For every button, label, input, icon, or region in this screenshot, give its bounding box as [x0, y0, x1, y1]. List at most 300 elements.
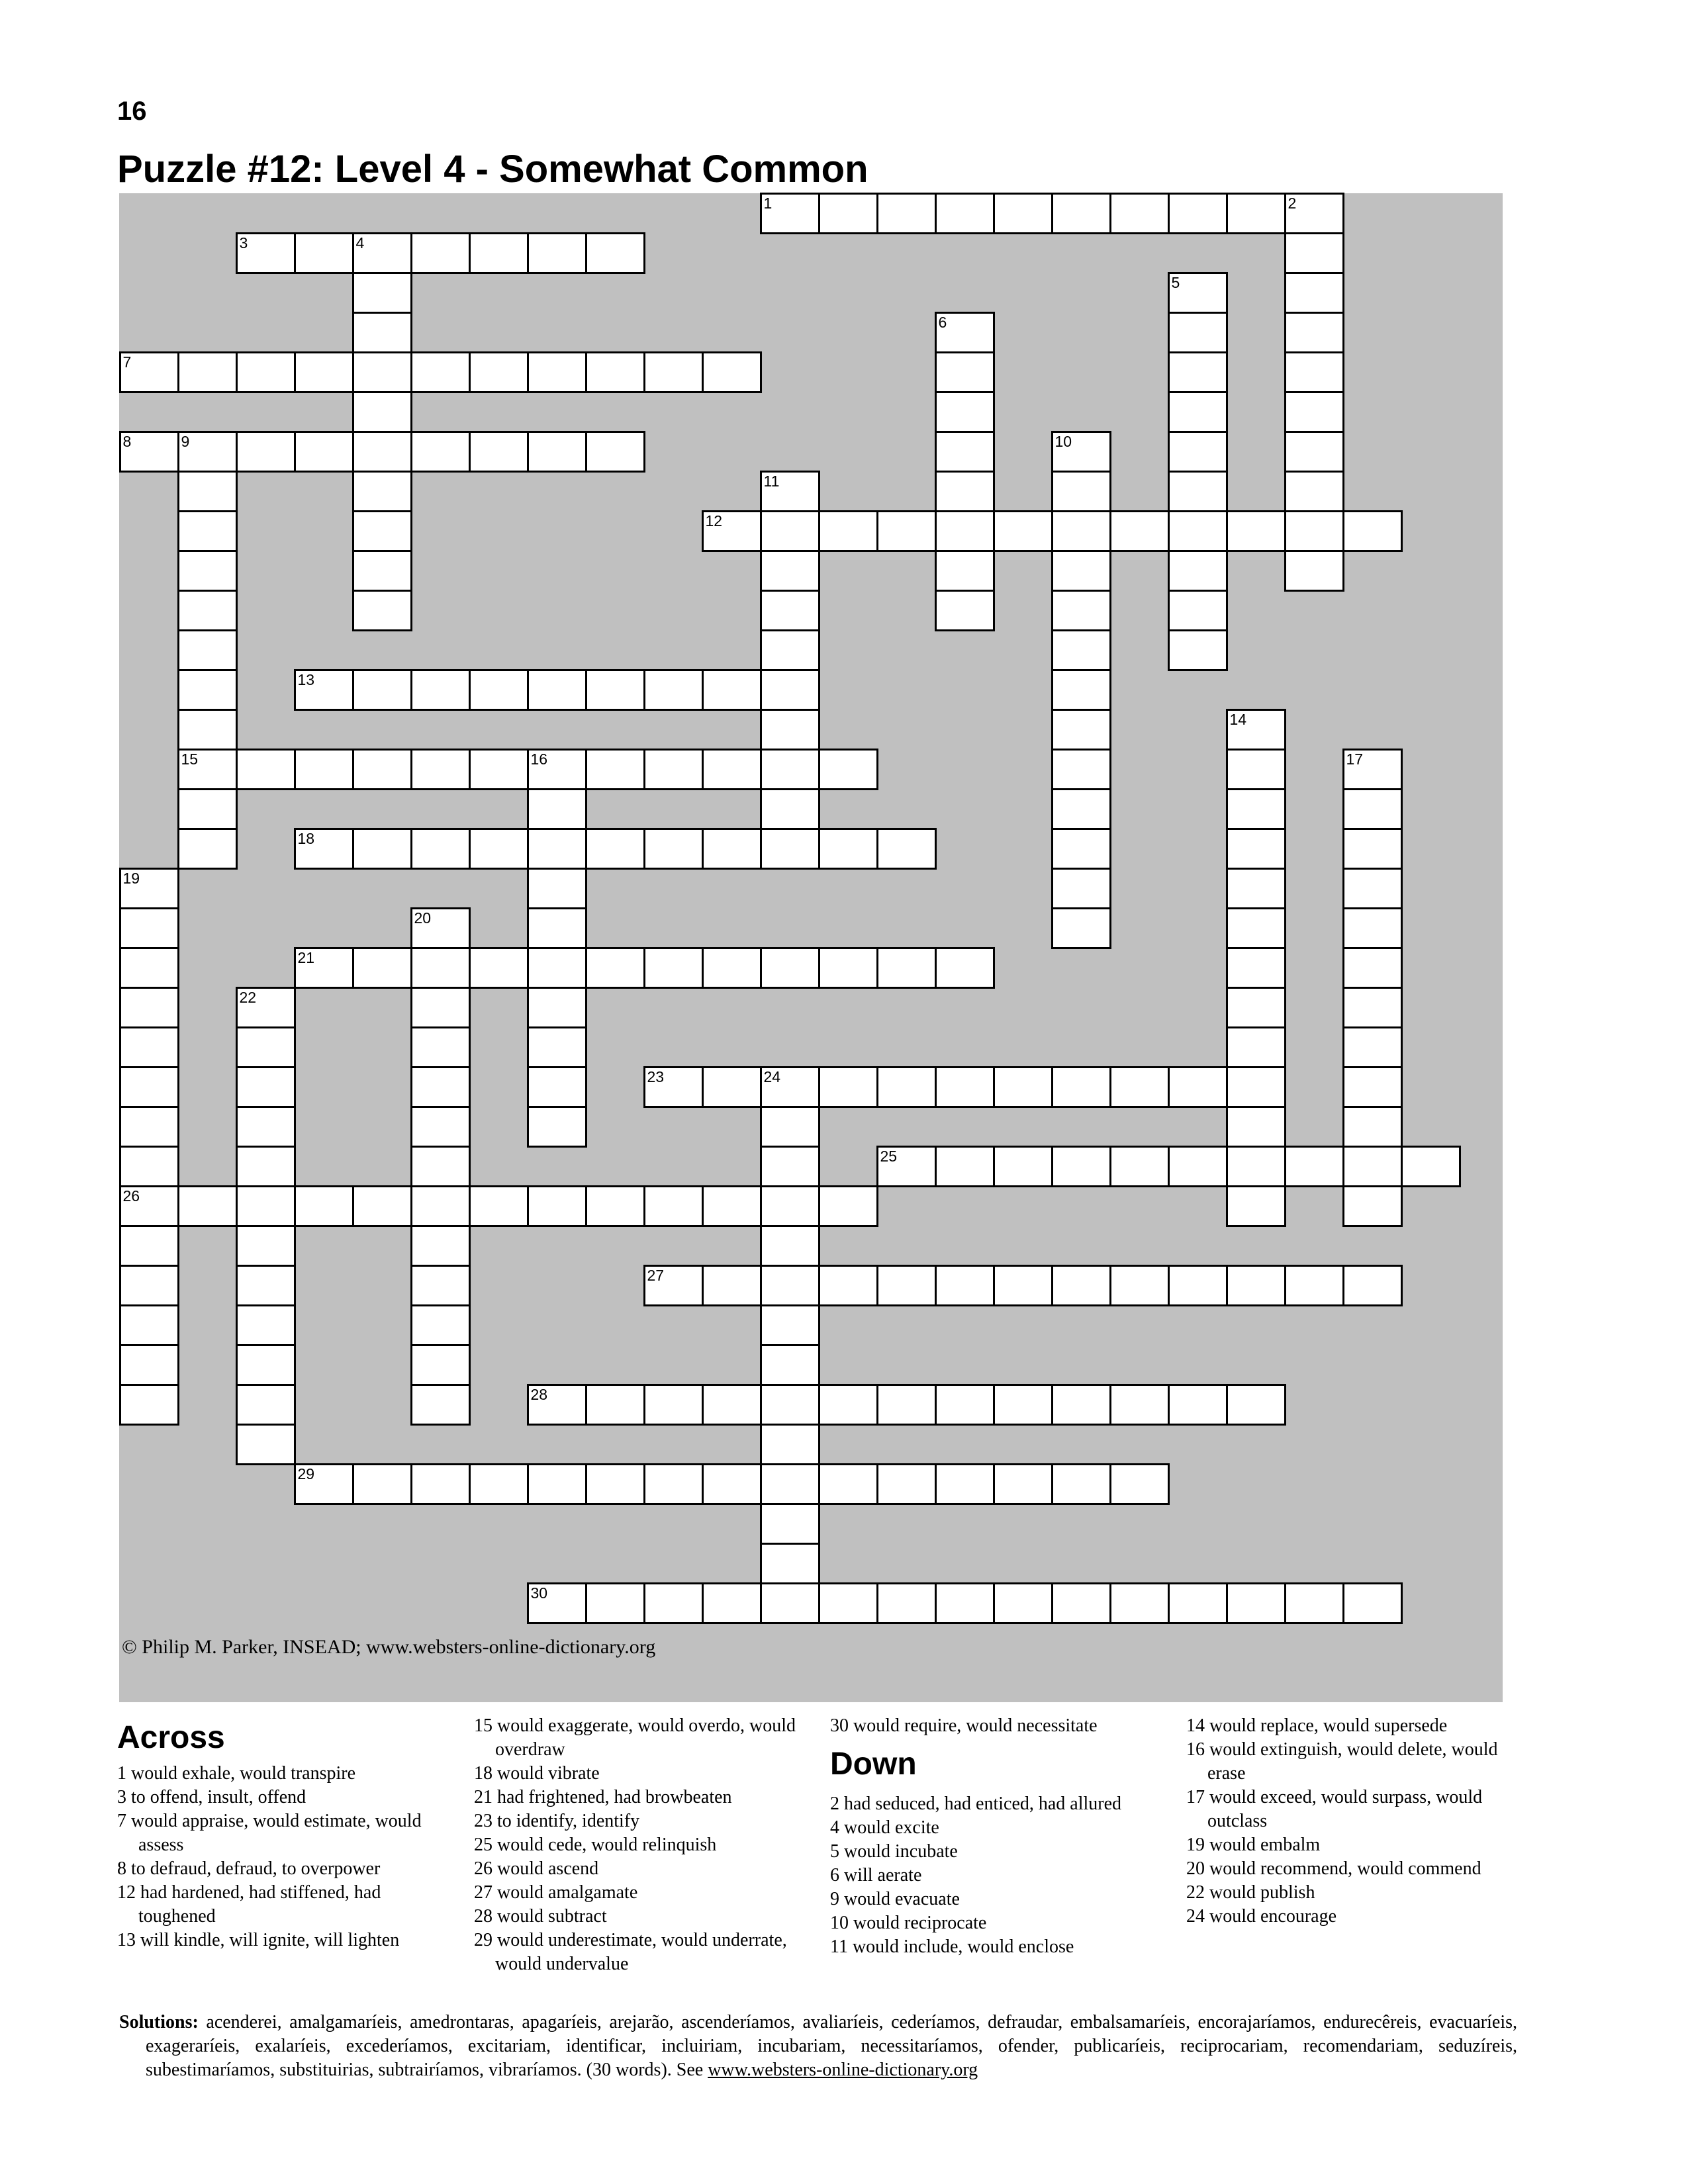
grid-cell[interactable]: [818, 1384, 878, 1426]
grid-cell[interactable]: [410, 947, 471, 989]
grid-cell[interactable]: [1342, 1066, 1403, 1108]
grid-cell[interactable]: [236, 1066, 296, 1108]
grid-cell[interactable]: [410, 669, 471, 711]
grid-cell[interactable]: [760, 1106, 820, 1148]
grid-cell[interactable]: [993, 1265, 1053, 1306]
grid-cell[interactable]: [876, 828, 937, 870]
grid-cell[interactable]: [1284, 193, 1344, 234]
grid-cell[interactable]: [935, 471, 995, 512]
grid-cell[interactable]: [119, 1384, 179, 1426]
grid-cell[interactable]: [1226, 828, 1286, 870]
grid-cell[interactable]: [818, 510, 878, 552]
grid-cell[interactable]: [935, 550, 995, 592]
grid-cell[interactable]: [352, 471, 412, 512]
grid-cell[interactable]: [760, 1185, 820, 1227]
grid-cell[interactable]: [760, 471, 820, 512]
grid-cell[interactable]: [1226, 1582, 1286, 1624]
grid-cell[interactable]: [469, 431, 529, 473]
grid-cell[interactable]: [294, 749, 354, 790]
grid-cell[interactable]: [1342, 947, 1403, 989]
grid-cell[interactable]: [410, 1146, 471, 1187]
grid-cell[interactable]: [1109, 193, 1170, 234]
grid-cell[interactable]: [643, 749, 704, 790]
grid-cell[interactable]: [760, 788, 820, 830]
grid-cell[interactable]: [177, 471, 238, 512]
grid-cell[interactable]: [702, 1265, 762, 1306]
grid-cell[interactable]: [1168, 312, 1228, 353]
grid-cell[interactable]: [119, 868, 179, 909]
grid-cell[interactable]: [1342, 510, 1403, 552]
grid-cell[interactable]: [352, 1463, 412, 1505]
grid-cell[interactable]: [1342, 1265, 1403, 1306]
grid-cell[interactable]: [352, 510, 412, 552]
grid-cell[interactable]: [1168, 1066, 1228, 1108]
grid-cell[interactable]: [1168, 550, 1228, 592]
grid-cell[interactable]: [294, 947, 354, 989]
grid-cell[interactable]: [1109, 1384, 1170, 1426]
grid-cell[interactable]: [1051, 1066, 1111, 1108]
grid-cell[interactable]: [760, 947, 820, 989]
grid-cell[interactable]: [935, 1146, 995, 1187]
grid-cell[interactable]: [410, 1463, 471, 1505]
grid-cell[interactable]: [760, 828, 820, 870]
grid-cell[interactable]: [1342, 1582, 1403, 1624]
grid-cell[interactable]: [236, 351, 296, 393]
grid-cell[interactable]: [1051, 907, 1111, 949]
grid-cell[interactable]: [1051, 629, 1111, 671]
grid-cell[interactable]: [119, 1265, 179, 1306]
grid-cell[interactable]: [177, 828, 238, 870]
grid-cell[interactable]: [1226, 788, 1286, 830]
grid-cell[interactable]: [1226, 907, 1286, 949]
grid-cell[interactable]: [527, 1066, 587, 1108]
solutions-link[interactable]: www.websters-online-dictionary.org: [708, 2060, 978, 2080]
grid-cell[interactable]: [643, 669, 704, 711]
grid-cell[interactable]: [236, 749, 296, 790]
grid-cell[interactable]: [935, 1066, 995, 1108]
grid-cell[interactable]: [935, 1384, 995, 1426]
grid-cell[interactable]: [236, 431, 296, 473]
grid-cell[interactable]: [1226, 987, 1286, 1028]
grid-cell[interactable]: [1051, 1463, 1111, 1505]
grid-cell[interactable]: [352, 431, 412, 473]
grid-cell[interactable]: [527, 987, 587, 1028]
grid-cell[interactable]: [1109, 1463, 1170, 1505]
grid-cell[interactable]: [702, 351, 762, 393]
grid-cell[interactable]: [585, 351, 645, 393]
grid-cell[interactable]: [1051, 868, 1111, 909]
grid-cell[interactable]: [527, 351, 587, 393]
grid-cell[interactable]: [760, 590, 820, 631]
grid-cell[interactable]: [410, 1265, 471, 1306]
grid-cell[interactable]: [993, 1463, 1053, 1505]
grid-cell[interactable]: [702, 1185, 762, 1227]
grid-cell[interactable]: [818, 1463, 878, 1505]
grid-cell[interactable]: [294, 828, 354, 870]
grid-cell[interactable]: [1284, 351, 1344, 393]
grid-cell[interactable]: [410, 828, 471, 870]
grid-cell[interactable]: [236, 1026, 296, 1068]
grid-cell[interactable]: [876, 193, 937, 234]
grid-cell[interactable]: [1226, 1384, 1286, 1426]
grid-cell[interactable]: [1284, 550, 1344, 592]
grid-cell[interactable]: [236, 1344, 296, 1386]
grid-cell[interactable]: [119, 1026, 179, 1068]
grid-cell[interactable]: [119, 947, 179, 989]
grid-cell[interactable]: [818, 1185, 878, 1227]
grid-cell[interactable]: [410, 987, 471, 1028]
grid-cell[interactable]: [1051, 1146, 1111, 1187]
grid-cell[interactable]: [352, 947, 412, 989]
grid-cell[interactable]: [585, 1185, 645, 1227]
grid-cell[interactable]: [236, 1185, 296, 1227]
grid-cell[interactable]: [760, 1424, 820, 1465]
grid-cell[interactable]: [1226, 1106, 1286, 1148]
grid-cell[interactable]: [352, 749, 412, 790]
grid-cell[interactable]: [177, 749, 238, 790]
grid-cell[interactable]: [585, 669, 645, 711]
grid-cell[interactable]: [352, 828, 412, 870]
grid-cell[interactable]: [352, 351, 412, 393]
grid-cell[interactable]: [643, 351, 704, 393]
grid-cell[interactable]: [1342, 828, 1403, 870]
grid-cell[interactable]: [1168, 510, 1228, 552]
grid-cell[interactable]: [993, 193, 1053, 234]
grid-cell[interactable]: [993, 1582, 1053, 1624]
grid-cell[interactable]: [527, 1463, 587, 1505]
grid-cell[interactable]: [935, 351, 995, 393]
grid-cell[interactable]: [1342, 788, 1403, 830]
grid-cell[interactable]: [818, 193, 878, 234]
grid-cell[interactable]: [760, 1304, 820, 1346]
grid-cell[interactable]: [1109, 1066, 1170, 1108]
grid-cell[interactable]: [410, 749, 471, 790]
grid-cell[interactable]: [410, 1185, 471, 1227]
grid-cell[interactable]: [236, 1384, 296, 1426]
grid-cell[interactable]: [527, 1026, 587, 1068]
grid-cell[interactable]: [760, 193, 820, 234]
grid-cell[interactable]: [177, 550, 238, 592]
grid-cell[interactable]: [1401, 1146, 1461, 1187]
grid-cell[interactable]: [527, 669, 587, 711]
grid-cell[interactable]: [294, 1185, 354, 1227]
grid-cell[interactable]: [236, 232, 296, 274]
grid-cell[interactable]: [760, 629, 820, 671]
grid-cell[interactable]: [935, 1265, 995, 1306]
grid-cell[interactable]: [935, 510, 995, 552]
grid-cell[interactable]: [1109, 510, 1170, 552]
grid-cell[interactable]: [527, 868, 587, 909]
grid-cell[interactable]: [469, 1463, 529, 1505]
grid-cell[interactable]: [527, 947, 587, 989]
grid-cell[interactable]: [1342, 987, 1403, 1028]
grid-cell[interactable]: [585, 1582, 645, 1624]
grid-cell[interactable]: [702, 947, 762, 989]
grid-cell[interactable]: [935, 312, 995, 353]
grid-cell[interactable]: [702, 1582, 762, 1624]
grid-cell[interactable]: [1284, 272, 1344, 314]
grid-cell[interactable]: [410, 1106, 471, 1148]
grid-cell[interactable]: [935, 193, 995, 234]
grid-cell[interactable]: [702, 669, 762, 711]
grid-cell[interactable]: [294, 431, 354, 473]
grid-cell[interactable]: [1342, 868, 1403, 909]
grid-cell[interactable]: [585, 828, 645, 870]
grid-cell[interactable]: [818, 1066, 878, 1108]
grid-cell[interactable]: [760, 1582, 820, 1624]
grid-cell[interactable]: [1226, 1026, 1286, 1068]
grid-cell[interactable]: [1226, 1066, 1286, 1108]
grid-cell[interactable]: [993, 1384, 1053, 1426]
grid-cell[interactable]: [119, 907, 179, 949]
grid-cell[interactable]: [1342, 1106, 1403, 1148]
grid-cell[interactable]: [1051, 1384, 1111, 1426]
grid-cell[interactable]: [469, 947, 529, 989]
grid-cell[interactable]: [177, 351, 238, 393]
grid-cell[interactable]: [119, 351, 179, 393]
grid-cell[interactable]: [876, 1265, 937, 1306]
grid-cell[interactable]: [643, 1384, 704, 1426]
grid-cell[interactable]: [818, 749, 878, 790]
grid-cell[interactable]: [527, 232, 587, 274]
grid-cell[interactable]: [1342, 907, 1403, 949]
grid-cell[interactable]: [527, 1185, 587, 1227]
grid-cell[interactable]: [876, 510, 937, 552]
grid-cell[interactable]: [527, 749, 587, 790]
grid-cell[interactable]: [760, 749, 820, 790]
grid-cell[interactable]: [1284, 431, 1344, 473]
grid-cell[interactable]: [1168, 471, 1228, 512]
grid-cell[interactable]: [760, 1344, 820, 1386]
grid-cell[interactable]: [410, 1344, 471, 1386]
grid-cell[interactable]: [1051, 550, 1111, 592]
grid-cell[interactable]: [993, 1146, 1053, 1187]
grid-cell[interactable]: [1284, 1146, 1344, 1187]
grid-cell[interactable]: [1342, 749, 1403, 790]
grid-cell[interactable]: [760, 550, 820, 592]
grid-cell[interactable]: [643, 1066, 704, 1108]
grid-cell[interactable]: [1051, 828, 1111, 870]
grid-cell[interactable]: [876, 1146, 937, 1187]
grid-cell[interactable]: [410, 1225, 471, 1267]
grid-cell[interactable]: [1284, 391, 1344, 433]
grid-cell[interactable]: [119, 431, 179, 473]
grid-cell[interactable]: [643, 1185, 704, 1227]
grid-cell[interactable]: [352, 391, 412, 433]
grid-cell[interactable]: [1284, 471, 1344, 512]
grid-cell[interactable]: [1342, 1185, 1403, 1227]
grid-cell[interactable]: [352, 590, 412, 631]
grid-cell[interactable]: [760, 510, 820, 552]
grid-cell[interactable]: [410, 1304, 471, 1346]
grid-cell[interactable]: [702, 828, 762, 870]
grid-cell[interactable]: [119, 1225, 179, 1267]
grid-cell[interactable]: [527, 907, 587, 949]
grid-cell[interactable]: [935, 1463, 995, 1505]
grid-cell[interactable]: [527, 788, 587, 830]
grid-cell[interactable]: [702, 1066, 762, 1108]
grid-cell[interactable]: [818, 828, 878, 870]
grid-cell[interactable]: [1168, 590, 1228, 631]
grid-cell[interactable]: [1168, 1265, 1228, 1306]
grid-cell[interactable]: [1051, 1582, 1111, 1624]
grid-cell[interactable]: [236, 1424, 296, 1465]
grid-cell[interactable]: [294, 351, 354, 393]
grid-cell[interactable]: [585, 431, 645, 473]
grid-cell[interactable]: [643, 947, 704, 989]
grid-cell[interactable]: [119, 987, 179, 1028]
grid-cell[interactable]: [760, 669, 820, 711]
grid-cell[interactable]: [818, 1265, 878, 1306]
grid-cell[interactable]: [760, 1225, 820, 1267]
grid-cell[interactable]: [760, 1463, 820, 1505]
grid-cell[interactable]: [352, 232, 412, 274]
grid-cell[interactable]: [702, 749, 762, 790]
grid-cell[interactable]: [1168, 272, 1228, 314]
grid-cell[interactable]: [1226, 193, 1286, 234]
grid-cell[interactable]: [469, 232, 529, 274]
grid-cell[interactable]: [1168, 193, 1228, 234]
grid-cell[interactable]: [469, 351, 529, 393]
grid-cell[interactable]: [1226, 709, 1286, 751]
grid-cell[interactable]: [352, 1185, 412, 1227]
grid-cell[interactable]: [1226, 749, 1286, 790]
grid-cell[interactable]: [527, 1582, 587, 1624]
grid-cell[interactable]: [876, 1384, 937, 1426]
grid-cell[interactable]: [119, 1344, 179, 1386]
grid-cell[interactable]: [1168, 1582, 1228, 1624]
grid-cell[interactable]: [119, 1185, 179, 1227]
grid-cell[interactable]: [410, 1384, 471, 1426]
grid-cell[interactable]: [1168, 1146, 1228, 1187]
grid-cell[interactable]: [119, 1304, 179, 1346]
grid-cell[interactable]: [876, 1066, 937, 1108]
grid-cell[interactable]: [760, 1543, 820, 1584]
grid-cell[interactable]: [119, 1066, 179, 1108]
grid-cell[interactable]: [585, 1463, 645, 1505]
grid-cell[interactable]: [1051, 709, 1111, 751]
grid-cell[interactable]: [236, 1225, 296, 1267]
grid-cell[interactable]: [1284, 1582, 1344, 1624]
grid-cell[interactable]: [1051, 471, 1111, 512]
grid-cell[interactable]: [993, 1066, 1053, 1108]
grid-cell[interactable]: [1168, 629, 1228, 671]
grid-cell[interactable]: [469, 749, 529, 790]
grid-cell[interactable]: [236, 1146, 296, 1187]
grid-cell[interactable]: [294, 669, 354, 711]
grid-cell[interactable]: [1168, 391, 1228, 433]
grid-cell[interactable]: [1109, 1265, 1170, 1306]
grid-cell[interactable]: [1226, 1265, 1286, 1306]
grid-cell[interactable]: [760, 709, 820, 751]
grid-cell[interactable]: [1109, 1582, 1170, 1624]
grid-cell[interactable]: [177, 669, 238, 711]
grid-cell[interactable]: [352, 550, 412, 592]
grid-cell[interactable]: [935, 590, 995, 631]
grid-cell[interactable]: [876, 947, 937, 989]
grid-cell[interactable]: [993, 510, 1053, 552]
grid-cell[interactable]: [236, 1106, 296, 1148]
grid-cell[interactable]: [760, 1265, 820, 1306]
grid-cell[interactable]: [236, 1304, 296, 1346]
grid-cell[interactable]: [818, 947, 878, 989]
grid-cell[interactable]: [1284, 1265, 1344, 1306]
grid-cell[interactable]: [352, 312, 412, 353]
grid-cell[interactable]: [352, 669, 412, 711]
grid-cell[interactable]: [410, 431, 471, 473]
grid-cell[interactable]: [702, 1384, 762, 1426]
grid-cell[interactable]: [527, 828, 587, 870]
grid-cell[interactable]: [410, 232, 471, 274]
grid-cell[interactable]: [1051, 193, 1111, 234]
grid-cell[interactable]: [1168, 351, 1228, 393]
grid-cell[interactable]: [702, 1463, 762, 1505]
grid-cell[interactable]: [935, 431, 995, 473]
grid-cell[interactable]: [935, 1582, 995, 1624]
grid-cell[interactable]: [294, 1463, 354, 1505]
grid-cell[interactable]: [1226, 947, 1286, 989]
grid-cell[interactable]: [177, 629, 238, 671]
grid-cell[interactable]: [1284, 232, 1344, 274]
grid-cell[interactable]: [760, 1384, 820, 1426]
grid-cell[interactable]: [236, 1265, 296, 1306]
grid-cell[interactable]: [119, 1106, 179, 1148]
grid-cell[interactable]: [585, 749, 645, 790]
grid-cell[interactable]: [935, 947, 995, 989]
grid-cell[interactable]: [1051, 510, 1111, 552]
grid-cell[interactable]: [177, 590, 238, 631]
grid-cell[interactable]: [410, 907, 471, 949]
grid-cell[interactable]: [818, 1582, 878, 1624]
grid-cell[interactable]: [585, 232, 645, 274]
grid-cell[interactable]: [469, 1185, 529, 1227]
grid-cell[interactable]: [760, 1503, 820, 1545]
grid-cell[interactable]: [1051, 669, 1111, 711]
grid-cell[interactable]: [1226, 510, 1286, 552]
grid-cell[interactable]: [643, 828, 704, 870]
grid-cell[interactable]: [177, 1185, 238, 1227]
grid-cell[interactable]: [527, 1384, 587, 1426]
grid-cell[interactable]: [119, 1146, 179, 1187]
grid-cell[interactable]: [1051, 590, 1111, 631]
grid-cell[interactable]: [1051, 1265, 1111, 1306]
grid-cell[interactable]: [177, 788, 238, 830]
grid-cell[interactable]: [410, 351, 471, 393]
grid-cell[interactable]: [1342, 1026, 1403, 1068]
grid-cell[interactable]: [876, 1582, 937, 1624]
grid-cell[interactable]: [1051, 788, 1111, 830]
grid-cell[interactable]: [527, 1106, 587, 1148]
grid-cell[interactable]: [876, 1463, 937, 1505]
grid-cell[interactable]: [177, 709, 238, 751]
grid-cell[interactable]: [1109, 1146, 1170, 1187]
grid-cell[interactable]: [643, 1265, 704, 1306]
grid-cell[interactable]: [1226, 1146, 1286, 1187]
grid-cell[interactable]: [469, 669, 529, 711]
grid-cell[interactable]: [1226, 868, 1286, 909]
grid-cell[interactable]: [1226, 1185, 1286, 1227]
grid-cell[interactable]: [935, 391, 995, 433]
grid-cell[interactable]: [1051, 431, 1111, 473]
grid-cell[interactable]: [702, 510, 762, 552]
grid-cell[interactable]: [1168, 431, 1228, 473]
grid-cell[interactable]: [177, 431, 238, 473]
grid-cell[interactable]: [527, 431, 587, 473]
grid-cell[interactable]: [760, 1146, 820, 1187]
grid-cell[interactable]: [469, 828, 529, 870]
grid-cell[interactable]: [236, 987, 296, 1028]
grid-cell[interactable]: [760, 1066, 820, 1108]
